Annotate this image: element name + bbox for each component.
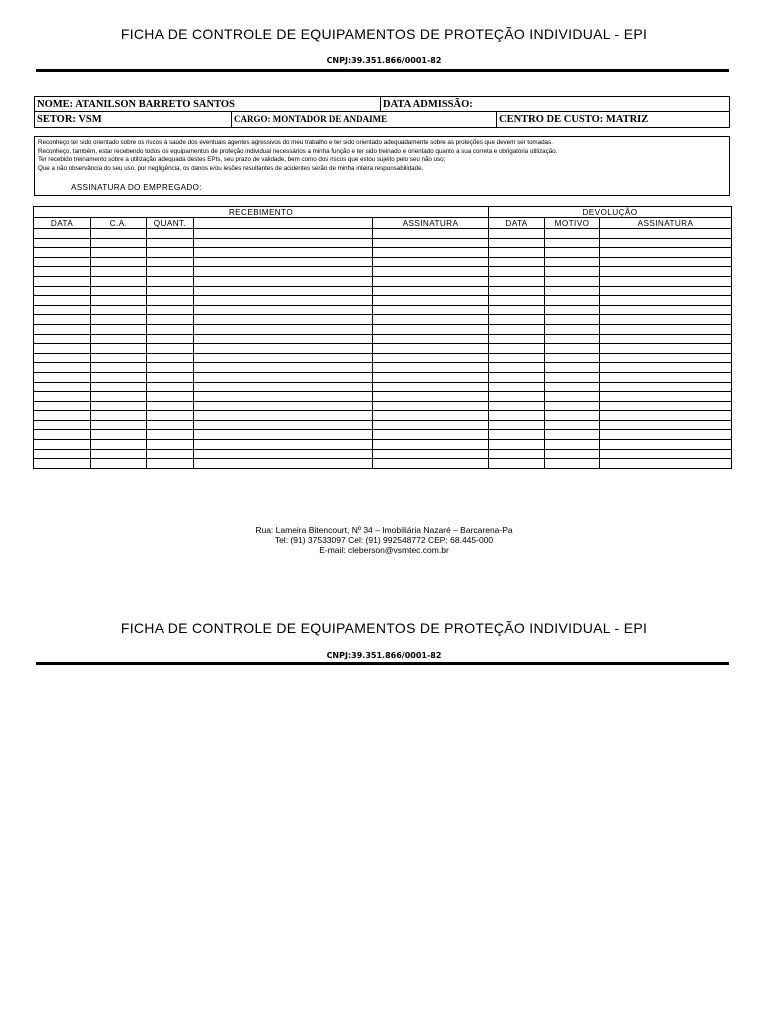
table-cell[interactable] [34,276,91,286]
form-title: FICHA DE CONTROLE DE EQUIPAMENTOS DE PROTEÇÃO INDIVIDUAL - EPI [120,26,648,42]
table-cell[interactable] [600,324,732,334]
footer-phones: Tel: (91) 37533097 Cel: (91) 992548772 CEP: 68.445-000 [274,535,494,545]
table-cell[interactable] [147,296,194,306]
table-cell[interactable] [147,334,194,344]
table-cell[interactable] [489,430,545,440]
table-cell[interactable] [91,372,147,382]
table-cell[interactable] [545,382,600,392]
table-cell[interactable] [194,248,373,258]
column-header-quantity: QUANT. [147,218,194,229]
table-cell[interactable] [373,286,489,296]
table-cell[interactable] [34,392,91,402]
table-row [34,344,732,354]
table-cell[interactable] [373,449,489,459]
table-cell[interactable] [489,267,545,277]
table-cell[interactable] [373,363,489,373]
table-cell[interactable] [600,238,732,248]
table-cell[interactable] [545,411,600,421]
table-cell[interactable] [147,248,194,258]
table-cell[interactable] [194,238,373,248]
table-cell[interactable] [600,286,732,296]
table-cell[interactable] [91,276,147,286]
table-cell[interactable] [545,296,600,306]
table-cell[interactable] [545,363,600,373]
table-cell[interactable] [34,296,91,306]
table-cell[interactable] [91,459,147,469]
table-cell[interactable] [147,267,194,277]
declaration-line: Que a não observância do seu uso, por negligência, os danos e/ou lesões resultantes de acidentes serão de minha inteira responsabilidade. [38,164,424,172]
table-cell[interactable] [373,257,489,267]
table-cell[interactable] [600,392,732,402]
table-cell[interactable] [600,440,732,450]
table-cell[interactable] [600,305,732,315]
table-cell[interactable] [34,305,91,315]
table-row [34,459,732,469]
table-body [34,229,732,469]
table-cell[interactable] [373,392,489,402]
table-cell[interactable] [489,392,545,402]
table-cell[interactable] [600,267,732,277]
table-cell[interactable] [91,248,147,258]
table-cell[interactable] [147,238,194,248]
table-cell[interactable] [489,324,545,334]
table-cell[interactable] [91,296,147,306]
table-cell[interactable] [600,276,732,286]
table-cell[interactable] [91,401,147,411]
table-cell[interactable] [545,449,600,459]
role-field[interactable]: CARGO: MONTADOR DE ANDAIME [234,114,388,124]
cost-center-field[interactable]: CENTRO DE CUSTO: MATRIZ [499,114,649,125]
table-cell[interactable] [489,257,545,267]
table-cell[interactable] [600,248,732,258]
table-cell[interactable] [373,344,489,354]
table-row [34,296,732,306]
table-cell[interactable] [600,296,732,306]
table-cell[interactable] [489,315,545,325]
table-cell[interactable] [600,382,732,392]
table-cell[interactable] [91,449,147,459]
return-group-header: DEVOLUÇÃO [489,207,732,218]
table-cell[interactable] [91,334,147,344]
table-row [34,401,732,411]
table-cell[interactable] [91,353,147,363]
table-row [34,430,732,440]
declaration-text [38,139,728,173]
table-cell[interactable] [545,353,600,363]
table-cell[interactable] [600,363,732,373]
table-cell[interactable] [91,229,147,239]
table-cell[interactable] [545,229,600,239]
admission-date-field[interactable]: DATA ADMISSÃO: [383,99,473,110]
table-cell[interactable] [489,382,545,392]
table-cell[interactable] [34,430,91,440]
table-cell[interactable] [600,459,732,469]
table-cell[interactable] [545,276,600,286]
table-cell[interactable] [34,382,91,392]
table-column-header-row [34,218,732,229]
table-cell[interactable] [545,315,600,325]
table-cell[interactable] [34,286,91,296]
table-cell[interactable] [194,401,373,411]
table-cell[interactable] [545,440,600,450]
table-cell[interactable] [147,286,194,296]
column-header-equipment [194,218,373,229]
employee-info-row-1 [35,97,729,112]
table-cell[interactable] [489,372,545,382]
table-cell[interactable] [91,238,147,248]
table-cell[interactable] [147,324,194,334]
receipt-group-header: RECEBIMENTO [34,207,489,218]
table-cell[interactable] [373,267,489,277]
table-cell[interactable] [34,257,91,267]
table-cell[interactable] [34,353,91,363]
table-cell[interactable] [373,305,489,315]
table-cell[interactable] [489,296,545,306]
epi-control-table [33,206,732,469]
table-row [34,286,732,296]
table-cell[interactable] [373,430,489,440]
table-row [34,238,732,248]
table-cell[interactable] [373,459,489,469]
footer-email: E-mail: cleberson@vsmtec.com.br [319,545,449,555]
table-cell[interactable] [147,363,194,373]
table-cell[interactable] [194,334,373,344]
employee-info-row-2 [35,112,729,127]
table-cell[interactable] [194,286,373,296]
table-cell[interactable] [91,420,147,430]
table-cell[interactable] [489,229,545,239]
table-cell[interactable] [489,459,545,469]
table-cell[interactable] [34,248,91,258]
table-cell[interactable] [194,353,373,363]
employee-info-box [34,96,730,128]
table-cell[interactable] [373,372,489,382]
table-row [34,267,732,277]
table-row [34,392,732,402]
table-cell[interactable] [600,372,732,382]
table-cell[interactable] [91,392,147,402]
table-cell[interactable] [194,267,373,277]
table-cell[interactable] [34,238,91,248]
table-cell[interactable] [147,411,194,421]
table-cell[interactable] [147,401,194,411]
table-cell[interactable] [147,257,194,267]
table-cell[interactable] [91,324,147,334]
table-cell[interactable] [545,344,600,354]
company-cnpj-page-2: CNPJ:39.351.866/0001-82 [326,651,442,660]
table-cell[interactable] [600,334,732,344]
table-cell[interactable] [194,411,373,421]
table-cell[interactable] [489,363,545,373]
table-cell[interactable] [545,459,600,469]
table-cell[interactable] [373,296,489,306]
table-cell[interactable] [194,430,373,440]
table-cell[interactable] [91,257,147,267]
table-cell[interactable] [194,440,373,450]
column-header-data: DATA [34,218,91,229]
table-cell[interactable] [147,459,194,469]
table-cell[interactable] [194,382,373,392]
column-header-ca: C.A. [91,218,147,229]
table-row [34,229,732,239]
table-cell[interactable] [489,276,545,286]
table-cell[interactable] [373,420,489,430]
table-cell[interactable] [194,344,373,354]
table-row [34,257,732,267]
table-cell[interactable] [34,334,91,344]
table-row [34,411,732,421]
table-row [34,324,732,334]
table-cell[interactable] [489,286,545,296]
header-divider-page-2 [36,662,729,665]
table-cell[interactable] [545,257,600,267]
table-cell[interactable] [91,286,147,296]
table-cell[interactable] [373,248,489,258]
header-divider [36,69,729,72]
table-cell[interactable] [91,411,147,421]
table-cell[interactable] [194,449,373,459]
table-row [34,449,732,459]
declaration-line: Ter recebido treinamento sobre a utilização adequada destes EPIs, seu prazo de validade, bem como dos riscos que estou sujeito pelo seu não uso; [38,156,446,164]
column-header-return-date: DATA [489,218,545,229]
table-cell[interactable] [489,411,545,421]
table-cell[interactable] [489,344,545,354]
table-cell[interactable] [34,449,91,459]
table-cell[interactable] [34,344,91,354]
table-cell[interactable] [194,459,373,469]
table-cell[interactable] [34,315,91,325]
table-cell[interactable] [34,440,91,450]
table-cell[interactable] [147,420,194,430]
table-cell[interactable] [373,238,489,248]
table-row [34,440,732,450]
table-cell[interactable] [147,229,194,239]
table-row [34,363,732,373]
table-cell[interactable] [34,420,91,430]
table-group-header-row [34,207,732,218]
table-cell[interactable] [373,315,489,325]
column-header-receipt-signature: ASSINATURA [373,218,489,229]
employee-signature-label[interactable]: ASSINATURA DO EMPREGADO: [71,183,202,192]
table-cell[interactable] [194,305,373,315]
employee-name-field[interactable]: NOME: ATANILSON BARRETO SANTOS [37,99,235,110]
table-cell[interactable] [34,267,91,277]
table-cell[interactable] [194,276,373,286]
table-cell[interactable] [147,372,194,382]
table-cell[interactable] [600,229,732,239]
table-cell[interactable] [545,372,600,382]
table-row [34,372,732,382]
table-cell[interactable] [600,449,732,459]
table-cell[interactable] [194,372,373,382]
table-cell[interactable] [489,420,545,430]
table-cell[interactable] [34,363,91,373]
table-cell[interactable] [147,315,194,325]
table-cell[interactable] [489,334,545,344]
table-cell[interactable] [545,305,600,315]
table-cell[interactable] [600,401,732,411]
table-cell[interactable] [147,344,194,354]
table-row [34,420,732,430]
table-cell[interactable] [600,430,732,440]
table-cell[interactable] [545,267,600,277]
table-row [34,276,732,286]
table-cell[interactable] [194,229,373,239]
table-cell[interactable] [194,324,373,334]
table-cell[interactable] [34,411,91,421]
table-cell[interactable] [545,430,600,440]
table-cell[interactable] [545,392,600,402]
table-cell[interactable] [147,276,194,286]
table-cell[interactable] [545,324,600,334]
table-cell[interactable] [600,344,732,354]
table-cell[interactable] [373,334,489,344]
table-cell[interactable] [600,257,732,267]
footer-address: Rua: Lameira Bitencourt, Nº 34 – Imobiliária Nazaré – Barcarena-Pa [255,525,513,535]
table-cell[interactable] [147,305,194,315]
table-cell[interactable] [91,363,147,373]
table-cell[interactable] [489,449,545,459]
table-cell[interactable] [545,286,600,296]
table-cell[interactable] [91,430,147,440]
table-cell[interactable] [34,372,91,382]
table-cell[interactable] [34,229,91,239]
table-cell[interactable] [600,353,732,363]
table-cell[interactable] [373,276,489,286]
table-row [34,334,732,344]
table-cell[interactable] [194,296,373,306]
table-cell[interactable] [600,411,732,421]
table-cell[interactable] [373,382,489,392]
table-cell[interactable] [373,229,489,239]
table-cell[interactable] [194,257,373,267]
table-cell[interactable] [91,305,147,315]
declaration-line: Reconheço, também, estar recebendo todos os equipamentos de proteção individual necessários a minha função e ter sido treinado e orientado quanto a sua correta e obrigatória utilização. [38,147,558,155]
table-cell[interactable] [489,401,545,411]
table-cell[interactable] [600,315,732,325]
table-cell[interactable] [194,392,373,402]
table-cell[interactable] [194,420,373,430]
table-cell[interactable] [91,267,147,277]
table-cell[interactable] [545,401,600,411]
table-cell[interactable] [34,459,91,469]
table-cell[interactable] [147,392,194,402]
table-cell[interactable] [373,353,489,363]
table-cell[interactable] [91,315,147,325]
table-cell[interactable] [147,449,194,459]
table-cell[interactable] [545,238,600,248]
table-cell[interactable] [91,440,147,450]
table-row [34,248,732,258]
table-row [34,305,732,315]
table-cell[interactable] [91,344,147,354]
table-cell[interactable] [373,401,489,411]
table-cell[interactable] [194,315,373,325]
table-row [34,315,732,325]
column-header-reason: MOTIVO [545,218,600,229]
declaration-box [34,136,730,196]
table-cell[interactable] [34,324,91,334]
table-cell[interactable] [147,382,194,392]
sector-field[interactable]: SETOR: VSM [37,114,102,125]
table-cell[interactable] [489,238,545,248]
table-cell[interactable] [91,382,147,392]
table-cell[interactable] [373,411,489,421]
table-cell[interactable] [489,353,545,363]
table-cell[interactable] [545,420,600,430]
table-cell[interactable] [489,305,545,315]
table-cell[interactable] [147,430,194,440]
table-cell[interactable] [373,324,489,334]
column-header-return-signature: ASSINATURA [600,218,732,229]
table-cell[interactable] [545,334,600,344]
company-cnpj: CNPJ:39.351.866/0001-82 [326,56,442,65]
table-row [34,353,732,363]
table-cell[interactable] [600,420,732,430]
table-cell[interactable] [34,401,91,411]
table-row [34,382,732,392]
table-cell[interactable] [489,248,545,258]
table-cell[interactable] [489,440,545,450]
table-cell[interactable] [147,353,194,363]
table-cell[interactable] [194,363,373,373]
table-cell[interactable] [545,248,600,258]
table-cell[interactable] [147,440,194,450]
declaration-line: Reconheço ter sido orientado sobre os riscos à saúde dos eventuais agentes agressivos do meu trabalho e ter sido orientado adequadamente sobre as proteções que devem ser tomadas. [38,139,553,146]
table-cell[interactable] [373,440,489,450]
form-title-page-2: FICHA DE CONTROLE DE EQUIPAMENTOS DE PROTEÇÃO INDIVIDUAL - EPI [120,620,648,636]
